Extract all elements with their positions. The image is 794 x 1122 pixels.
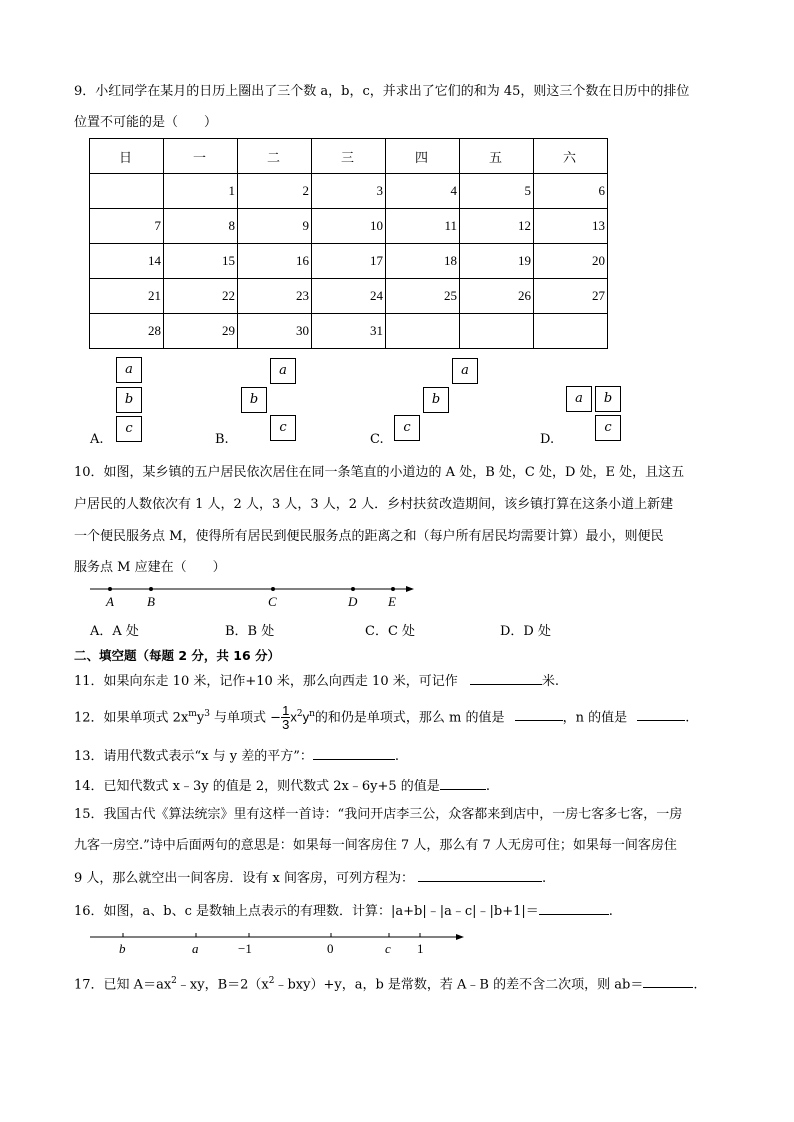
calendar-cell: 28 [90,314,164,349]
q15-answer-blank[interactable] [418,869,542,882]
calendar-cell: 18 [386,244,460,279]
q12-exp-2: 2 [296,709,303,719]
label-a: a [192,941,199,956]
label-b: b [119,941,126,956]
section-title: 二、填空题（每题 2 分，共 16 分） [74,648,281,663]
axis-arrow [456,934,464,940]
label-zero: 0 [327,941,334,956]
q12-sep: ，n 的值是 [562,710,628,726]
calendar-cell: 11 [386,209,460,244]
q10-option-b[interactable]: B．B 处 [225,624,275,639]
q12-end: . [685,710,690,726]
option-d-cell-b: b [595,386,621,412]
q14-end: . [485,779,490,794]
calendar-cell: 7 [90,209,164,244]
q12-y: y [196,710,205,726]
q12-exp-m: m [188,709,197,719]
calendar-cell: 14 [90,244,164,279]
q17-answer-blank[interactable] [643,975,693,988]
option-a-cell-a: a [116,357,142,383]
q16 [74,902,613,920]
q9-line1: 9．小红同学在某月的日历上圈出了三个数 a，b，c，并求出了它们的和为 45，则这三个数在日历中的排位 [74,84,690,99]
q12-mid: 与单项式 − [209,710,282,726]
point-b-label: B [147,594,155,609]
calendar-cell [534,314,608,349]
q13-answer-blank[interactable] [313,747,395,760]
q9-option-a-label[interactable]: A. [90,432,104,447]
calendar-cell: 27 [534,279,608,314]
option-c-cell-a: a [452,358,478,384]
calendar-cell [460,314,534,349]
calendar-header: 五 [460,139,534,174]
calendar-cell: 4 [386,174,460,209]
q17-exp-1: 2 [171,976,177,986]
calendar-cell: 5 [460,174,534,209]
option-d-cell-c: c [595,415,621,441]
q15-line1: 15．我国古代《算法统宗》里有这样一首诗：“我问开店李三公，众客都来到店中，一房七客多七客，一房 [74,807,683,822]
q17-mid: ﹣xy，B＝2（x [176,977,269,993]
q12-x: x [290,709,297,725]
q9-option-d-label[interactable]: D. [540,432,555,447]
calendar-cell: 17 [312,244,386,279]
calendar-cell: 12 [460,209,534,244]
option-c-cell-c: c [394,415,420,441]
label-c: c [385,941,391,956]
q10-option-c[interactable]: C．C 处 [365,624,416,639]
q10-line1: 10．如图，某乡镇的五户居民依次居住在同一条笔直的小道边的 A 处，B 处，C 处，D 处，E 处，且这五 [74,465,685,480]
q12-post: 的和仍是单项式，那么 m 的值是 [314,710,505,726]
option-c-cell-b: b [423,387,449,413]
calendar-row [90,209,608,244]
q12-n-blank[interactable] [637,708,685,721]
q9-option-c-label[interactable]: C. [370,432,384,447]
q9-option-b-label[interactable]: B. [215,432,229,447]
q17 [74,973,697,993]
calendar-header: 一 [164,139,238,174]
q12-fraction [281,704,290,731]
label-one: 1 [417,941,424,956]
calendar-header: 二 [238,139,312,174]
q12-pre: 12．如果单项式 2x [74,710,189,726]
calendar-cell [90,174,164,209]
calendar-cell: 21 [90,279,164,314]
point-e [391,587,395,591]
point-d [351,587,355,591]
calendar-cell: 29 [164,314,238,349]
axis-arrow [406,586,414,592]
q11-unit: 米. [541,674,560,689]
q13 [74,747,399,765]
calendar-cell: 23 [238,279,312,314]
q12-exp-3: 3 [204,709,210,719]
option-b-cell-c: c [270,415,296,441]
q17-post: ﹣bxy）+y，a，b 是常数，若 A﹣B 的差不含二次项，则 ab＝ [274,977,644,993]
q12 [74,702,689,731]
calendar-header: 三 [312,139,386,174]
calendar-cell: 20 [534,244,608,279]
calendar-cell: 2 [238,174,312,209]
point-e-label: E [388,594,396,609]
q10-line3: 一个便民服务点 M，使得所有居民到便民服务点的距离之和（每户所有居民均需要计算）最小，则便民 [74,529,664,544]
q15-line3 [74,869,546,887]
q17-end: . [693,977,698,993]
calendar-row [90,244,608,279]
q17-exp-2: 2 [268,976,275,986]
calendar-cell: 22 [164,279,238,314]
calendar-cell: 25 [386,279,460,314]
q16-number-line [86,929,468,959]
q12-y2: y [302,709,310,725]
option-d-cell-a: a [566,386,592,412]
calendar-header-row [90,139,608,174]
q12-exp-n: n [309,709,315,719]
q15-line3-text: 9 人，那么就空出一间客房．设有 x 间客房，可列方程为： [74,871,414,886]
option-b-cell-b: b [241,387,267,413]
q17-pre: 17．已知 A＝ax [74,977,172,993]
calendar-header: 四 [386,139,460,174]
calendar-header: 六 [534,139,608,174]
calendar-cell: 16 [238,244,312,279]
point-a [108,587,112,591]
q13-text: 13．请用代数式表示“x 与 y 差的平方”： [74,749,313,764]
q11 [74,672,559,690]
q9-line2: 位置不可能的是（ ） [74,115,218,130]
point-c [271,587,275,591]
q14 [74,777,490,795]
q15-line2: 九客一房空.”诗中后面两句的意思是：如果每一间客房住 7 人，那么有 7 人无房可住；如果每一间客房住 [74,838,677,853]
q14-answer-blank[interactable] [440,777,486,790]
calendar-cell: 31 [312,314,386,349]
q14-text: 14．已知代数式 x﹣3y 的值是 2，则代数式 2x﹣6y+5 的值是 [74,779,440,794]
calendar-cell: 24 [312,279,386,314]
q10-line4: 服务点 M 应建在（ ） [74,560,226,575]
calendar-header: 日 [90,139,164,174]
calendar-cell: 9 [238,209,312,244]
fraction-numerator: 1 [282,703,290,719]
calendar-cell: 8 [164,209,238,244]
point-a-label: A [106,594,114,609]
fraction-denominator: 3 [282,717,290,733]
q10-option-a[interactable]: A．A 处 [90,624,139,639]
q10-number-line [86,580,418,610]
calendar-cell: 10 [312,209,386,244]
q12-m-blank[interactable] [515,708,563,721]
calendar-cell: 15 [164,244,238,279]
option-b-cell-a: a [270,358,296,384]
q11-text: 11．如果向东走 10 米，记作+10 米，那么向西走 10 米，可记作 [74,674,458,689]
calendar-cell: 26 [460,279,534,314]
calendar-cell: 1 [164,174,238,209]
q10-option-d[interactable]: D．D 处 [500,624,551,639]
calendar-cell: 13 [534,209,608,244]
calendar-cell [386,314,460,349]
calendar-row [90,174,608,209]
point-c-label: C [268,594,277,609]
calendar-cell: 30 [238,314,312,349]
calendar-cell: 3 [312,174,386,209]
point-d-label: D [348,594,358,609]
point-b [149,587,153,591]
q15-end: . [542,871,547,886]
q10-line2: 户居民的人数依次有 1 人，2 人，3 人，3 人，2 人．乡村扶贫改造期间，该乡镇打算在这条小道上新建 [74,497,674,512]
q16-answer-blank[interactable] [539,902,609,915]
calendar-cell: 19 [460,244,534,279]
calendar-table [89,138,608,349]
calendar-cell: 6 [534,174,608,209]
option-a-cell-c: c [116,416,142,442]
calendar-row [90,314,608,349]
option-a-cell-b: b [116,387,142,413]
calendar-row [90,279,608,314]
q16-end: . [608,904,613,919]
q13-end: . [394,749,400,764]
q11-answer-blank[interactable] [470,672,542,685]
q16-text: 16．如图，a、b、c 是数轴上点表示的有理数．计算：|a+b|﹣|a﹣c|﹣|b+1|＝ [74,904,539,919]
label-neg-one: −1 [238,941,252,956]
